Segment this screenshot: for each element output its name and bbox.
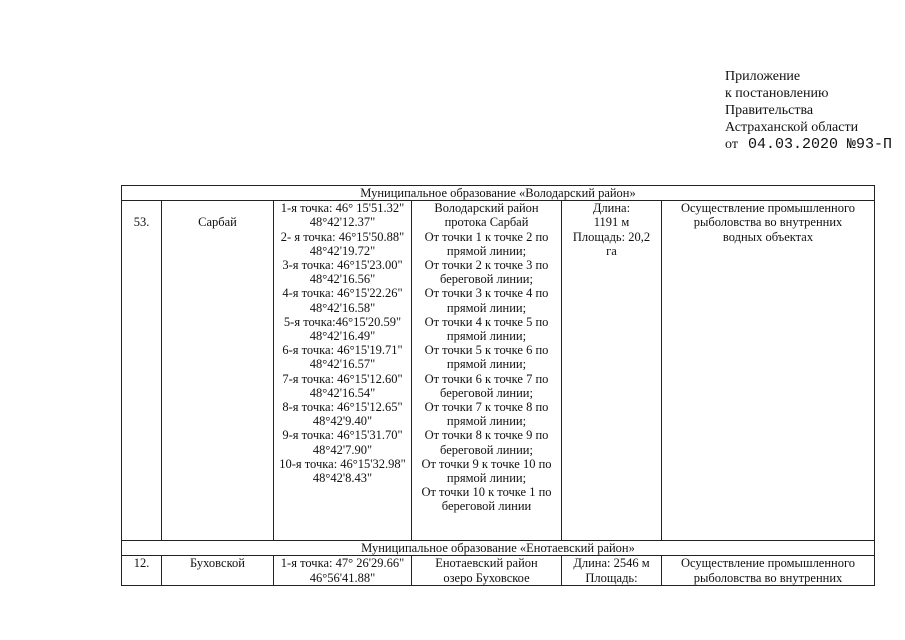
description-line: прямой линии; [446,243,527,258]
description-line: прямой линии; [446,357,527,372]
description-line: береговой линии; [440,442,533,457]
description-line: протока Сарбай [444,215,529,230]
table-row [122,201,875,541]
size-line: Площадь: 20,2 [572,229,651,244]
boundary-description-cell [412,556,562,585]
coordinate-line: 3-я точка: 46°15'23.00" [282,258,403,273]
size-line: 1191 м [593,215,630,230]
coordinate-line: 48°42'9.40" [312,414,373,429]
description-line: прямой линии; [446,471,527,486]
description-line: От точки 7 к точке 8 по [424,400,549,415]
coordinate-line: 1-я точка: 46° 15'51.32" [280,201,405,216]
description-line: береговой линии; [440,385,533,400]
coordinate-line: 6-я точка: 46°15'19.71" [282,343,403,358]
coordinate-line: 48°42'12.37" [309,215,376,230]
purpose-cell [662,201,875,541]
coordinate-line: 9-я точка: 46°15'31.70" [282,428,403,443]
table-row [122,556,875,585]
coordinate-line: 48°42'16.54" [309,385,376,400]
appendix-ot: от [725,137,738,152]
appendix-line-2: к постановлению [725,86,829,101]
coordinate-line: 48°42'8.43" [312,471,373,486]
description-line: береговой линии [441,499,532,514]
coordinate-line: 46°56'41.88" [309,570,376,585]
description-line: От точки 1 к точке 2 по [424,229,549,244]
coordinate-line: 1-я точка: 47° 26'29.66" [280,556,405,571]
description-line: От точки 9 к точке 10 по [421,456,552,471]
description-line: прямой линии; [446,329,527,344]
size-line: Длина: 2546 м [573,556,650,571]
coordinate-line: 48°42'16.57" [309,357,376,372]
size-line: Длина: [592,201,631,216]
size-cell [562,201,662,541]
coordinates-cell [274,556,412,585]
row-number: 53. [122,201,162,541]
description-line: От точки 10 к точке 1 по [421,485,552,500]
region-row [122,541,875,556]
coordinates-cell [274,201,412,541]
purpose-line: Осуществление промышленного [680,201,856,216]
appendix-header [725,68,892,153]
coordinate-line: 48°42'16.49" [309,329,376,344]
size-cell [562,556,662,585]
description-line: озеро Буховское [443,570,530,585]
coordinate-line: 48°42'16.56" [309,272,376,287]
coordinate-line: 48°42'16.58" [309,300,376,315]
appendix-line-4: Астраханской области [725,120,859,135]
purpose-line: рыболовства во внутренних [693,215,843,230]
description-line: прямой линии; [446,300,527,315]
region-enotaevsky: Муниципальное образование «Енотаевский район» [122,541,875,556]
coordinate-line: 48°42'7.90" [312,442,373,457]
appendix-date-line [725,136,892,153]
row-number: 12. [122,556,162,585]
description-line: От точки 6 к точке 7 по [424,371,549,386]
description-line: От точки 3 к точке 4 по [424,286,549,301]
purpose-line: водных объектах [722,229,814,244]
description-line: Енотаевский район [435,556,538,571]
coordinate-line: 48°42'19.72" [309,243,376,258]
region-volodarsky: Муниципальное образование «Володарский район» [122,186,875,201]
description-line: прямой линии; [446,414,527,429]
coordinate-line: 2- я точка: 46°15'50.88" [280,229,405,244]
coordinate-line: 8-я точка: 46°15'12.65" [282,400,403,415]
boundary-description-cell [412,201,562,541]
description-line: От точки 4 к точке 5 по [424,314,549,329]
appendix-title: Приложение [725,69,801,84]
region-row [122,186,875,201]
description-line: От точки 2 к точке 3 по [424,258,549,273]
appendix-line-3: Правительства [725,103,814,118]
site-name: Сарбай [162,201,274,541]
coordinate-line: 7-я точка: 46°15'12.60" [282,371,403,386]
description-line: береговой линии; [440,272,533,287]
size-line: Площадь: [585,570,638,585]
purpose-cell [662,556,875,585]
purpose-line: рыболовства во внутренних [693,570,843,585]
description-line: От точки 5 к точке 6 по [424,343,549,358]
coordinate-line: 10-я точка: 46°15'32.98" [279,456,406,471]
description-line: От точки 8 к точке 9 по [424,428,549,443]
size-line: га [606,243,617,258]
fishing-sites-table [121,185,875,586]
description-line: Володарский район [434,201,539,216]
appendix-date-number: 04.03.2020 №93-П [747,136,892,153]
coordinate-line: 5-я точка:46°15'20.59" [283,314,402,329]
coordinate-line: 4-я точка: 46°15'22.26" [282,286,403,301]
purpose-line: Осуществление промышленного [680,556,856,571]
site-name: Буховской [162,556,274,585]
